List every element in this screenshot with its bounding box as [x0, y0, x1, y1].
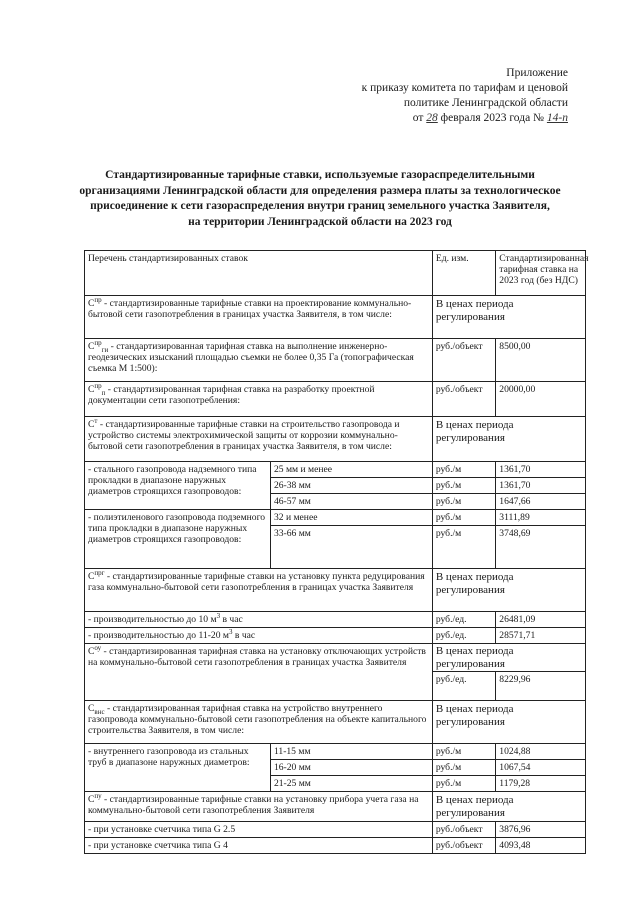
date-prefix: от: [412, 112, 424, 124]
rates-table: [84, 250, 589, 854]
date-day: 28: [426, 112, 438, 124]
inner-range-2: 16-20 мм: [270, 760, 432, 776]
c-pr-p-value: 20000,00: [496, 382, 586, 417]
meter-row-2-label: - при установке счетчика типа G 4: [85, 838, 433, 854]
table-row: [85, 296, 586, 339]
prg-row-2-value: 28571,71: [496, 628, 586, 644]
appendix-line-3: политике Ленинградской области: [403, 97, 568, 109]
steel-unit-2: руб./м: [432, 478, 495, 494]
prg-row-2-unit: руб./ед.: [432, 628, 495, 644]
poly-range-1: 32 и менее: [270, 510, 432, 526]
c-pr-period: В ценах периода регулирования: [432, 296, 585, 339]
prg-row-1-unit: руб./ед.: [432, 612, 495, 628]
table-row: [85, 822, 586, 838]
c-prg-period: В ценах периода регулирования: [432, 569, 585, 612]
steel-value-3: 1647,66: [496, 494, 586, 510]
title-line-4: на территории Ленинградской области на 2023 год: [188, 215, 452, 228]
c-pr-gi-desc: $С^{пр}_{ги}$ - стандартизированная тарифная ставка на выполнение инженерно-геодезических изысканий площадью съемки не более 0,35 Га (топографическая съемка М 1:500):: [85, 339, 433, 382]
table-row: [85, 339, 586, 382]
meter-row-1-unit: руб./объект: [432, 822, 495, 838]
table-row: [85, 644, 586, 672]
inner-unit-2: руб./м: [432, 760, 495, 776]
steel-range-2: 26-38 мм: [270, 478, 432, 494]
table-row: [85, 417, 586, 462]
inner-value-2: 1067,54: [496, 760, 586, 776]
poly-range-2: 33-66 мм: [270, 526, 432, 569]
appendix-line-2: к приказу комитета по тарифам и ценовой: [361, 82, 568, 94]
c-ou-period: В ценах периода регулирования: [432, 644, 585, 672]
steel-unit-1: руб./м: [432, 462, 495, 478]
c-t-desc: $С^т$ - стандартизированные тарифные ставки на строительство газопровода и устройство системы электрохимической защиты от коррозии коммунально-бытовой сети газопотребления в границах участка Заявителя, в том числе:: [85, 417, 433, 462]
c-ou-desc: $С^{оу}$ - стандартизированная тарифная ставка на установку отключающих устройств на коммунально-бытовой сети газопотребления в границах участка Заявителя: [85, 644, 433, 701]
steel-label: - стального газопровода надземного типа прокладки в диапазоне наружных диаметров строящихся газопроводов:: [85, 462, 271, 510]
inner-value-3: 1179,28: [496, 776, 586, 792]
table-row: [85, 462, 586, 478]
prg-row-2-label: - производительностью до 11-20 $м^3$ в час: [85, 628, 433, 644]
meter-row-1-label: - при установке счетчика типа G 2.5: [85, 822, 433, 838]
inner-value-1: 1024,88: [496, 744, 586, 760]
inner-unit-1: руб./м: [432, 744, 495, 760]
steel-value-1: 1361,70: [496, 462, 586, 478]
c-t-period: В ценах периода регулирования: [432, 417, 585, 462]
inner-unit-3: руб./м: [432, 776, 495, 792]
meter-row-2-unit: руб./объект: [432, 838, 495, 854]
steel-unit-3: руб./м: [432, 494, 495, 510]
c-pr-desc: $С^{пр}$ - стандартизированные тарифные ставки на проектирование коммунально-бытовой сети газопотребления в границах участка Заявителя, в том числе:: [85, 296, 433, 339]
table-row: [85, 744, 586, 760]
order-number: 14-п: [546, 112, 568, 124]
table-row: [85, 792, 586, 822]
header-list: Перечень стандартизированных ставок: [85, 251, 433, 296]
meter-row-1-value: 3876,96: [496, 822, 586, 838]
c-ou-value: 8229,96: [496, 672, 586, 701]
document-title: [70, 168, 570, 230]
inner-label: - внутреннего газопровода из стальных труб в диапазоне наружных диаметров:: [85, 744, 271, 792]
c-pu-period: В ценах периода регулирования: [432, 792, 585, 822]
c-ou-unit: руб./ед.: [432, 672, 495, 701]
table-row: [85, 510, 586, 526]
c-prg-desc: $С^{прг}$ - стандартизированные тарифные ставки на установку пункта редуцирования газа коммунально-бытовой сети газопотребления в границах участка Заявителя: [85, 569, 433, 612]
appendix-line-1: Приложение: [506, 67, 568, 79]
steel-range-1: 25 мм и менее: [270, 462, 432, 478]
poly-value-2: 3748,69: [496, 526, 586, 569]
c-vns-period: В ценах периода регулирования: [432, 701, 585, 744]
table-row: [85, 612, 586, 628]
inner-range-3: 21-25 мм: [270, 776, 432, 792]
title-line-1: Стандартизированные тарифные ставки, используемые газораспределительными: [105, 169, 535, 181]
prg-row-1-value: 26481,09: [496, 612, 586, 628]
table-row: [85, 569, 586, 612]
prg-row-1-label: - производительностью до 10 $м^3$ в час: [85, 612, 433, 628]
appendix-date-line: [362, 111, 568, 126]
table-row: [85, 838, 586, 854]
poly-unit-1: руб./м: [432, 510, 495, 526]
header-rate: Стандартизированная тарифная ставка на 2023 год (без НДС): [496, 251, 586, 296]
poly-unit-2: руб./м: [432, 526, 495, 569]
table-header-row: [85, 251, 586, 296]
appendix-block: [362, 66, 568, 126]
table-row: [85, 628, 586, 644]
date-middle: февраля 2023 года №: [440, 112, 545, 124]
table-row: [85, 701, 586, 744]
poly-label: - полиэтиленового газопровода подземного типа прокладки в диапазоне наружных диаметров строящихся газопроводов:: [85, 510, 271, 569]
header-unit: Ед. изм.: [432, 251, 495, 296]
c-pr-gi-value: 8500,00: [496, 339, 586, 382]
steel-value-2: 1361,70: [496, 478, 586, 494]
inner-range-1: 11-15 мм: [270, 744, 432, 760]
poly-value-1: 3111,89: [496, 510, 586, 526]
title-line-3: присоединение к сети газораспределения внутри границ земельного участка Заявителя,: [90, 200, 550, 212]
meter-row-2-value: 4093,48: [496, 838, 586, 854]
steel-range-3: 46-57 мм: [270, 494, 432, 510]
table-row: [85, 382, 586, 417]
c-vns-desc: $С_{внс}$ - стандартизированная тарифная ставка на устройство внутреннего газопровода коммунально-бытовой сети газопотребления на объекте капитального строительства Заявителя, в том числе:: [85, 701, 433, 744]
title-line-2: организациями Ленинградской области для определения размера платы за технологическое: [79, 184, 561, 197]
c-pr-gi-unit: руб./объект: [432, 339, 495, 382]
c-pr-p-unit: руб./объект: [432, 382, 495, 417]
c-pr-p-desc: $С^{пр}_п$ - стандартизированная тарифная ставка на разработку проектной документации сети газопотребления:: [85, 382, 433, 417]
c-pu-desc: $С^{пу}$ - стандартизированные тарифные ставки на установку прибора учета газа на коммунально-бытовой сети газопотребления Заявителя: [85, 792, 433, 822]
